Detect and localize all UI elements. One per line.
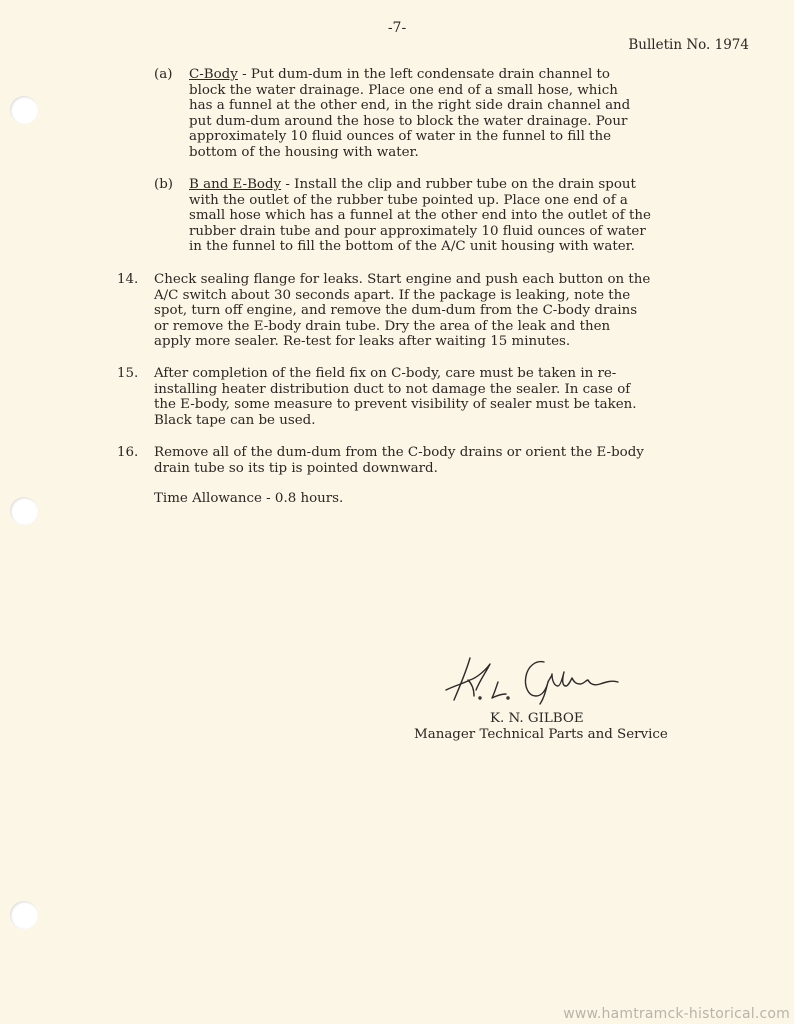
text-line: the E-body, some measure to prevent visibility of sealer must be taken. xyxy=(154,397,637,413)
text-line: small hose which has a funnel at the other end into the outlet of the xyxy=(189,208,651,224)
text-line: rubber drain tube and pour approximately 10 fluid ounces of water xyxy=(189,223,646,239)
text-line: drain tube so its tip is pointed downward. xyxy=(154,460,438,476)
text-line: in the funnel to fill the bottom of the A/C unit housing with water. xyxy=(189,239,635,255)
text-line: - Put dum-dum in the left condensate drain channel to xyxy=(237,67,610,82)
sub-item-b xyxy=(189,177,651,255)
step-number: 16. xyxy=(117,445,139,460)
text-line: Remove all of the dum-dum from the C-body drains or orient the E-body xyxy=(154,445,644,460)
step-14 xyxy=(154,272,650,350)
signatory-title: Manager Technical Parts and Service xyxy=(414,727,668,742)
time-allowance: Time Allowance - 0.8 hours. xyxy=(154,491,344,506)
bulletin-number: Bulletin No. 1974 xyxy=(628,37,749,53)
sub-item-a xyxy=(189,67,630,161)
page-number: -7- xyxy=(387,20,407,36)
text-line: put dum-dum around the hose to block the water drainage. Pour xyxy=(189,113,628,129)
text-line: installing heater distribution duct to not damage the sealer. In case of xyxy=(154,381,631,397)
text-line: apply more sealer. Re-test for leaks after waiting 15 minutes. xyxy=(154,334,571,350)
binder-hole xyxy=(10,901,38,929)
text-line: bottom of the housing with water. xyxy=(189,144,419,160)
text-line: has a funnel at the other end, in the right side drain channel and xyxy=(189,98,631,114)
sub-item-label: (b) xyxy=(154,177,174,192)
sub-item-label: (a) xyxy=(154,67,173,82)
text-line: Black tape can be used. xyxy=(154,412,316,428)
text-line: After completion of the field fix on C-body, care must be taken in re- xyxy=(154,366,617,381)
step-16 xyxy=(154,445,644,476)
text-line: Check sealing flange for leaks. Start engine and push each button on the xyxy=(154,272,651,287)
text-line: spot, turn off engine, and remove the dum-dum from the C-body drains xyxy=(154,303,638,319)
text-line: block the water drainage. Place one end of a small hose, which xyxy=(189,82,618,98)
text-line: or remove the E-body drain tube. Dry the area of the leak and then xyxy=(154,318,611,334)
step-15 xyxy=(154,366,637,428)
watermark: www.hamtramck-historical.com xyxy=(563,1006,790,1022)
handwritten-signature xyxy=(440,650,640,708)
text-line: with the outlet of the rubber tube pointed up. Place one end of a xyxy=(189,192,628,208)
sub-item-title: B and E-Body xyxy=(189,177,282,192)
step-number: 15. xyxy=(117,366,139,381)
text-line: approximately 10 fluid ounces of water in the funnel to fill the xyxy=(189,129,612,145)
binder-hole xyxy=(10,96,38,124)
signatory-name: K. N. GILBOE xyxy=(490,711,584,726)
binder-hole xyxy=(10,497,38,525)
text-line: - Install the clip and rubber tube on the drain spout xyxy=(281,177,636,192)
text-line: A/C switch about 30 seconds apart. If the package is leaking, note the xyxy=(154,287,631,303)
sub-item-title: C-Body xyxy=(189,67,238,82)
step-number: 14. xyxy=(117,272,139,287)
